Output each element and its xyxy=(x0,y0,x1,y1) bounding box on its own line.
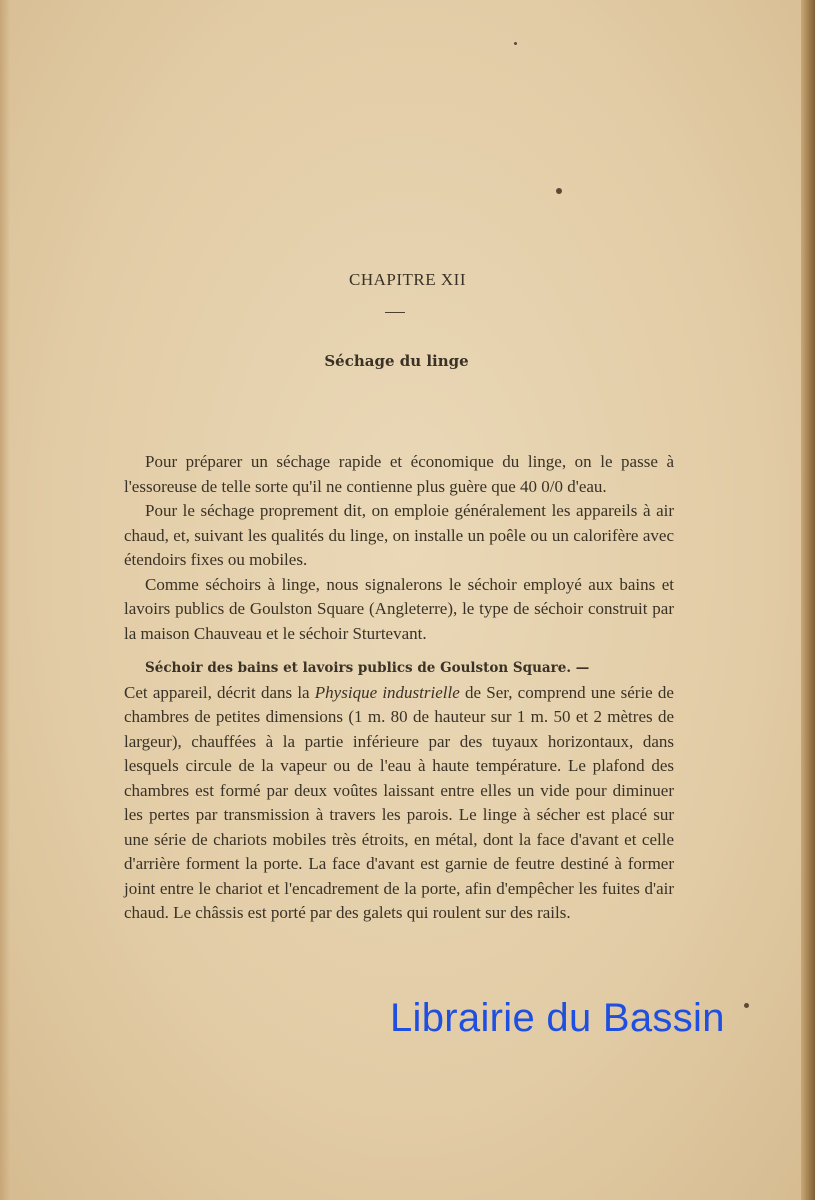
ink-speck xyxy=(514,42,517,45)
paragraph: Comme séchoirs à linge, nous signalerons le séchoir employé aux bains et lavoirs publics de Goulston Square (Angleterre), le type de séchoir construit par la maison Chauveau et le séchoir Sturtevant. xyxy=(124,574,674,643)
chapter-title: Séchage du linge xyxy=(324,352,469,370)
section-heading: Séchoir des bains et lavoirs publics de Goulston Square. — xyxy=(145,660,590,676)
section-text-rest: de Ser, comprend une série de chambres de petites dimensions (1 m. 80 de hauteur sur 1 m. 50 et 2 mètres de largeur), chauffées à la partie inférieure par des tuyaux horizontaux, dans lesquels circule de la vapeur ou de l'eau à haute température. Le plafond des chambres est formé par deux voûtes laissant entre elles un vide pour diminuer les pertes par transmission à travers les parois. Le linge à sécher est placé sur une série de chariots mobiles très étroits, en métal, dont la face d'avant et celle d'arrière forment la porte. La face d'avant est garnie de feutre destiné à former joint entre le chariot et l'encadrement de la porte, afin d'empêcher les fuites d'air chaud. Le châssis est porté par des galets qui roulent sur des rails. xyxy=(124,682,674,922)
section-paragraph xyxy=(124,655,674,926)
chapter-divider xyxy=(385,312,405,313)
watermark: Librairie du Bassin xyxy=(390,996,725,1040)
ink-speck xyxy=(556,188,562,194)
ink-speck xyxy=(744,1003,749,1008)
chapter-heading: CHAPITRE XII xyxy=(349,270,466,289)
body-text xyxy=(124,450,674,926)
page-right-edge xyxy=(801,0,815,1200)
section-text-start: Cet appareil, décrit dans la xyxy=(124,682,315,702)
page-left-edge xyxy=(0,0,10,1200)
paragraph: Pour le séchage proprement dit, on emploie généralement les appareils à air chaud, et, suivant les qualités du linge, on installe un poêle ou un calorifère avec étendoirs fixes ou mobiles. xyxy=(124,501,674,569)
paragraph: Pour préparer un séchage rapide et économique du linge, on le passe à l'essoreuse de telle sorte qu'il ne contienne plus guère que 40 0/0 d'eau. xyxy=(124,452,674,496)
book-title-italic: Physique industrielle xyxy=(314,682,460,702)
